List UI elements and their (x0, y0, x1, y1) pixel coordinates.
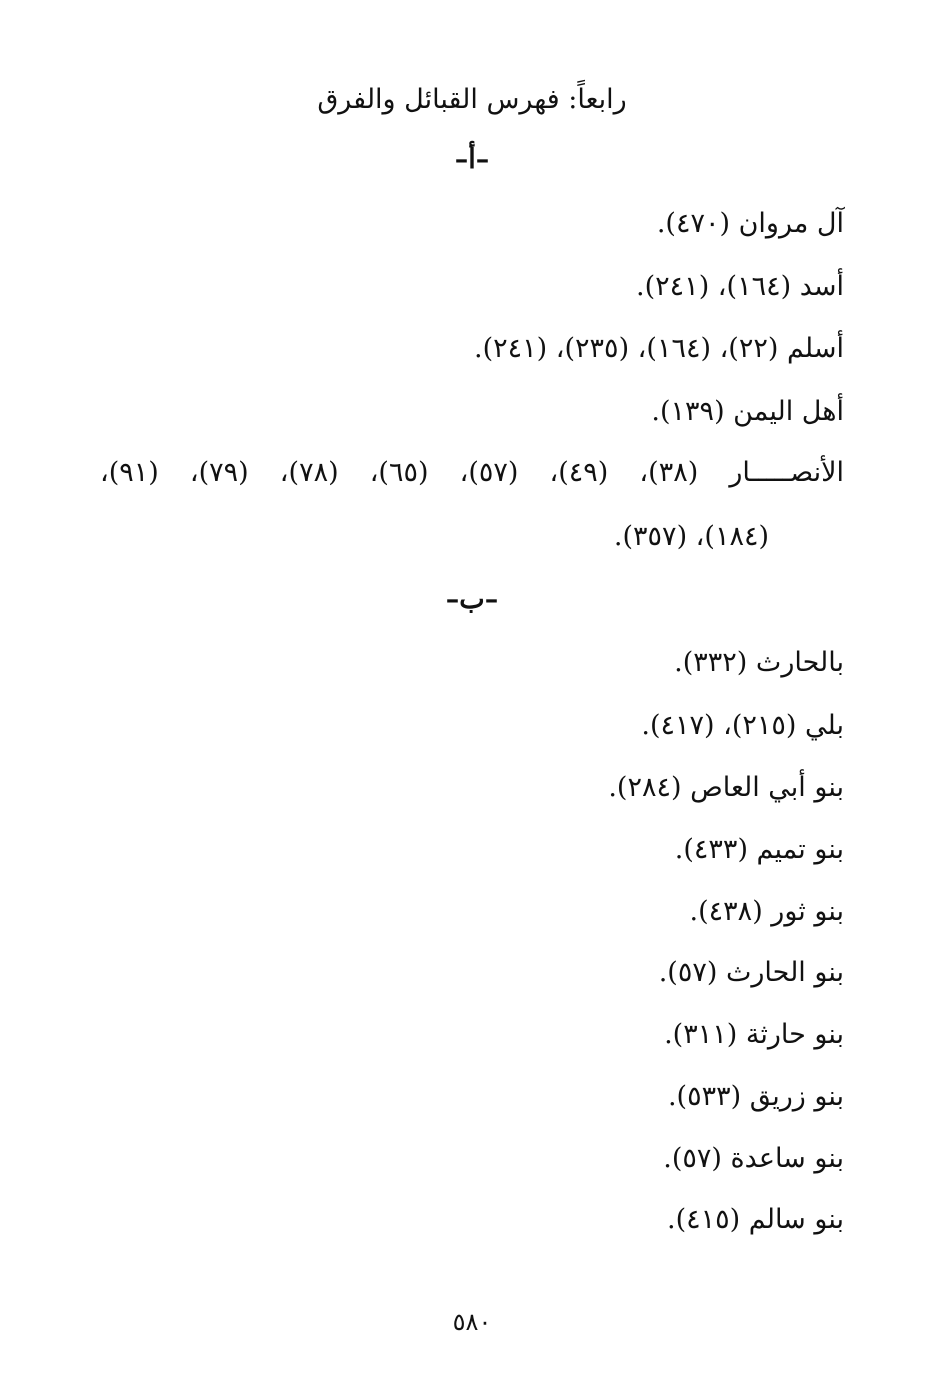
index-entry: بنو زريق (٥٣٣). (667, 1081, 844, 1112)
index-entry-continuation: (١٨٤)، (٣٥٧). (613, 521, 769, 552)
index-entry: بنو حارثة (٣١١). (664, 1019, 844, 1050)
index-entry: بنو ثور (٤٣٨). (689, 896, 844, 927)
index-entry: بنو تميم (٤٣٣). (674, 834, 844, 865)
index-entry: أهل اليمن (١٣٩). (651, 396, 844, 427)
page-title: رابعاً: فهرس القبائل والفرق (317, 84, 627, 115)
index-entry: آل مروان (٤٧٠). (656, 208, 844, 239)
index-entry: أسلم (٢٢)، (١٦٤)، (٢٣٥)، (٢٤١). (474, 333, 844, 364)
index-entry: بلي (٢١٥)، (٤١٧). (641, 710, 844, 741)
index-entry: بنو سالم (٤١٥). (667, 1204, 844, 1235)
section-heading-alif: –أ– (454, 144, 490, 175)
index-entry: بنو الحارث (٥٧). (658, 957, 844, 988)
section-heading-ba: –ب– (445, 584, 499, 615)
index-entry: بنو ساعدة (٥٧). (663, 1143, 844, 1174)
index-entry: بنو أبي العاص (٢٨٤). (608, 772, 844, 803)
index-entry: أسد (١٦٤)، (٢٤١). (636, 271, 844, 302)
page-number: ٥٨٠ (452, 1308, 492, 1336)
index-entry: الأنصـــــار (٣٨)، (٤٩)، (٥٧)، (٦٥)، (٧٨)، (٧٩)، (٩١)، (100, 457, 844, 488)
index-entry: بالحارث (٣٣٢). (674, 647, 844, 678)
